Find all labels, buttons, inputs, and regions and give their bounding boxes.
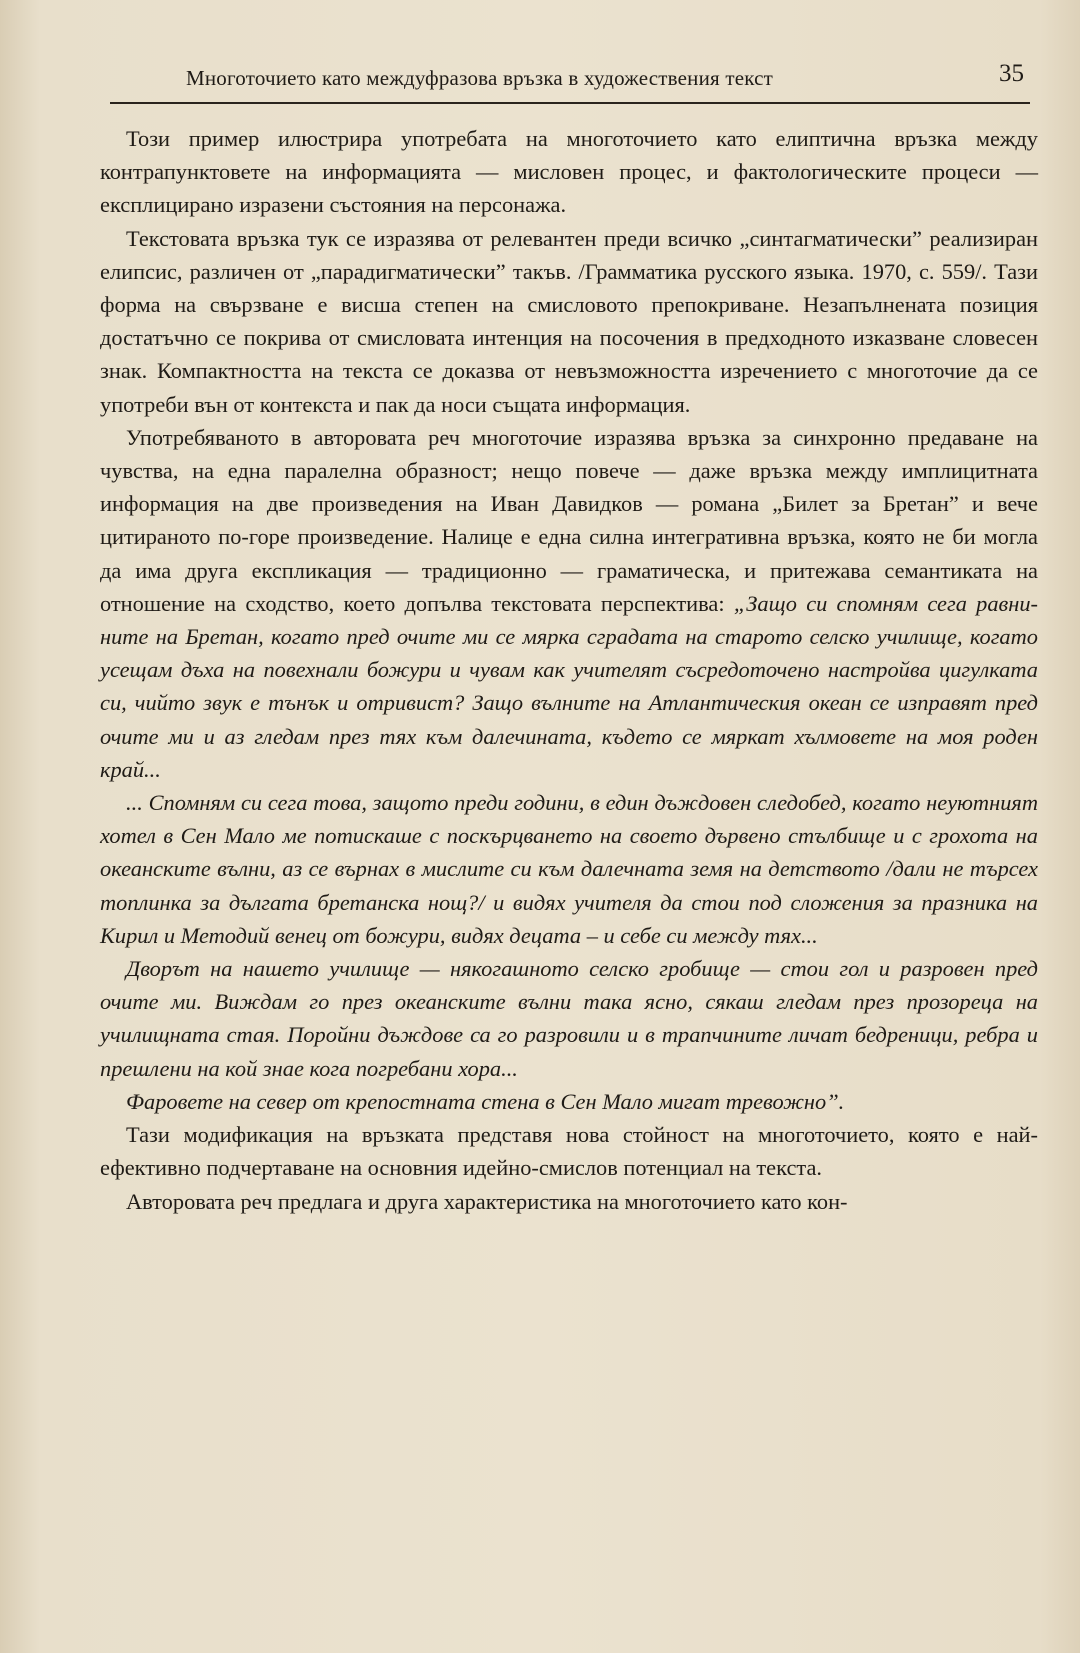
running-title: Многоточието като междуфразова връзка в художествения текст bbox=[186, 66, 774, 90]
quote-paragraph-4: Фаровете на север от крепостната стена в Сен Мало мигат тревожно”. bbox=[126, 1088, 845, 1114]
paragraph-4: Тази модификация на връзката представя нова стойност на многоточието, която е най-ефективно подчертаване на основния идейно-смислов потенциал на текста. bbox=[100, 1122, 1038, 1181]
quote-start: „Защо си спомням сега равнините на Бретан, когато пред очите ми се мярка сградата на старото селско училище, когато усещам дъха на повехнали божури и чувам как учителят съсредоточено настройва цигулката си, чийто звук е тънък и отривист? Защо вълните на Атлантическия океан се изправят пред очите ми и аз гледам през тях към далечината, където се мяркат хълмовете на моя роден край... bbox=[100, 590, 1039, 782]
page-header bbox=[110, 58, 1030, 104]
paragraph-3-text: Употребяваното в авторовата реч многоточие изразява връзка за синхронно предаване на чувства, на една паралелна образност; нещо повече — даже връзка между имплицитната информация на две произведения на Иван Давидков — романа „Билет за Бретан” и вече цитираното по-горе произведение. Налице е една силна интегративна връзка, която не би могла да има друга експликация — традиционно — граматическа, и притежава семантиката на отношение на сходство, което допълва текстовата перспектива: bbox=[100, 424, 1038, 616]
paragraph-3 bbox=[100, 421, 1038, 786]
quote-paragraph-2: ... Спомням си сега това, защото преди години, в един дъждовен следобед, когато неуютният хотел в Сен Мало ме потискаше с поскърцването на своето дървено стълбище и с грохота на океанските вълни, аз се върнах в мислите си към далечната земя на детството /дали не търсех топлинка за дългата бретанска нощ?/ и видях учителя да стои под сложения за празника на Кирил и Методий венец от божури, видях децата – и себе си между тях... bbox=[100, 790, 1038, 948]
body-text bbox=[100, 122, 1038, 1218]
paragraph-1: Този пример илюстрира употребата на многоточието като елиптична връзка между контрапунктовете на информацията — мисловен процес, и фактологическите процеси — експлицирано изразени състояния на персонажа. bbox=[100, 126, 1038, 218]
paragraph-2: Текстовата връзка тук се изразява от релевантен преди всичко „синтагматически” реализиран елипсис, различен от „парадигматически” такъв. /Грамматика русского языка. 1970, с. 559/. Тази форма на свързване е висша степен на смисловото препокриване. Незапълнената позиция достатъчно се покрива от смисловата интенция на посочения в предходното изказване словесен знак. Компактността на текста се доказва от невъзможността изречението с многоточие да се употреби вън от контекста и пак да носи същата информация. bbox=[100, 225, 1038, 417]
page-number: 35 bbox=[999, 60, 1024, 87]
paragraph-5: Авторовата реч предлага и друга характеристика на многоточието като кон- bbox=[126, 1188, 848, 1214]
quote-paragraph-3: Дворът на нашето училище — някогашното селско гробище — стои гол и разровен пред очите ми. Виждам го през океанските вълни така ясно, сякаш гледам през прозореца на училищната стая. Поройни дъждове са го разровили и в трапчините личат бедреници, ребра и прешлени на кой знае кога погребани хора... bbox=[100, 956, 1038, 1081]
